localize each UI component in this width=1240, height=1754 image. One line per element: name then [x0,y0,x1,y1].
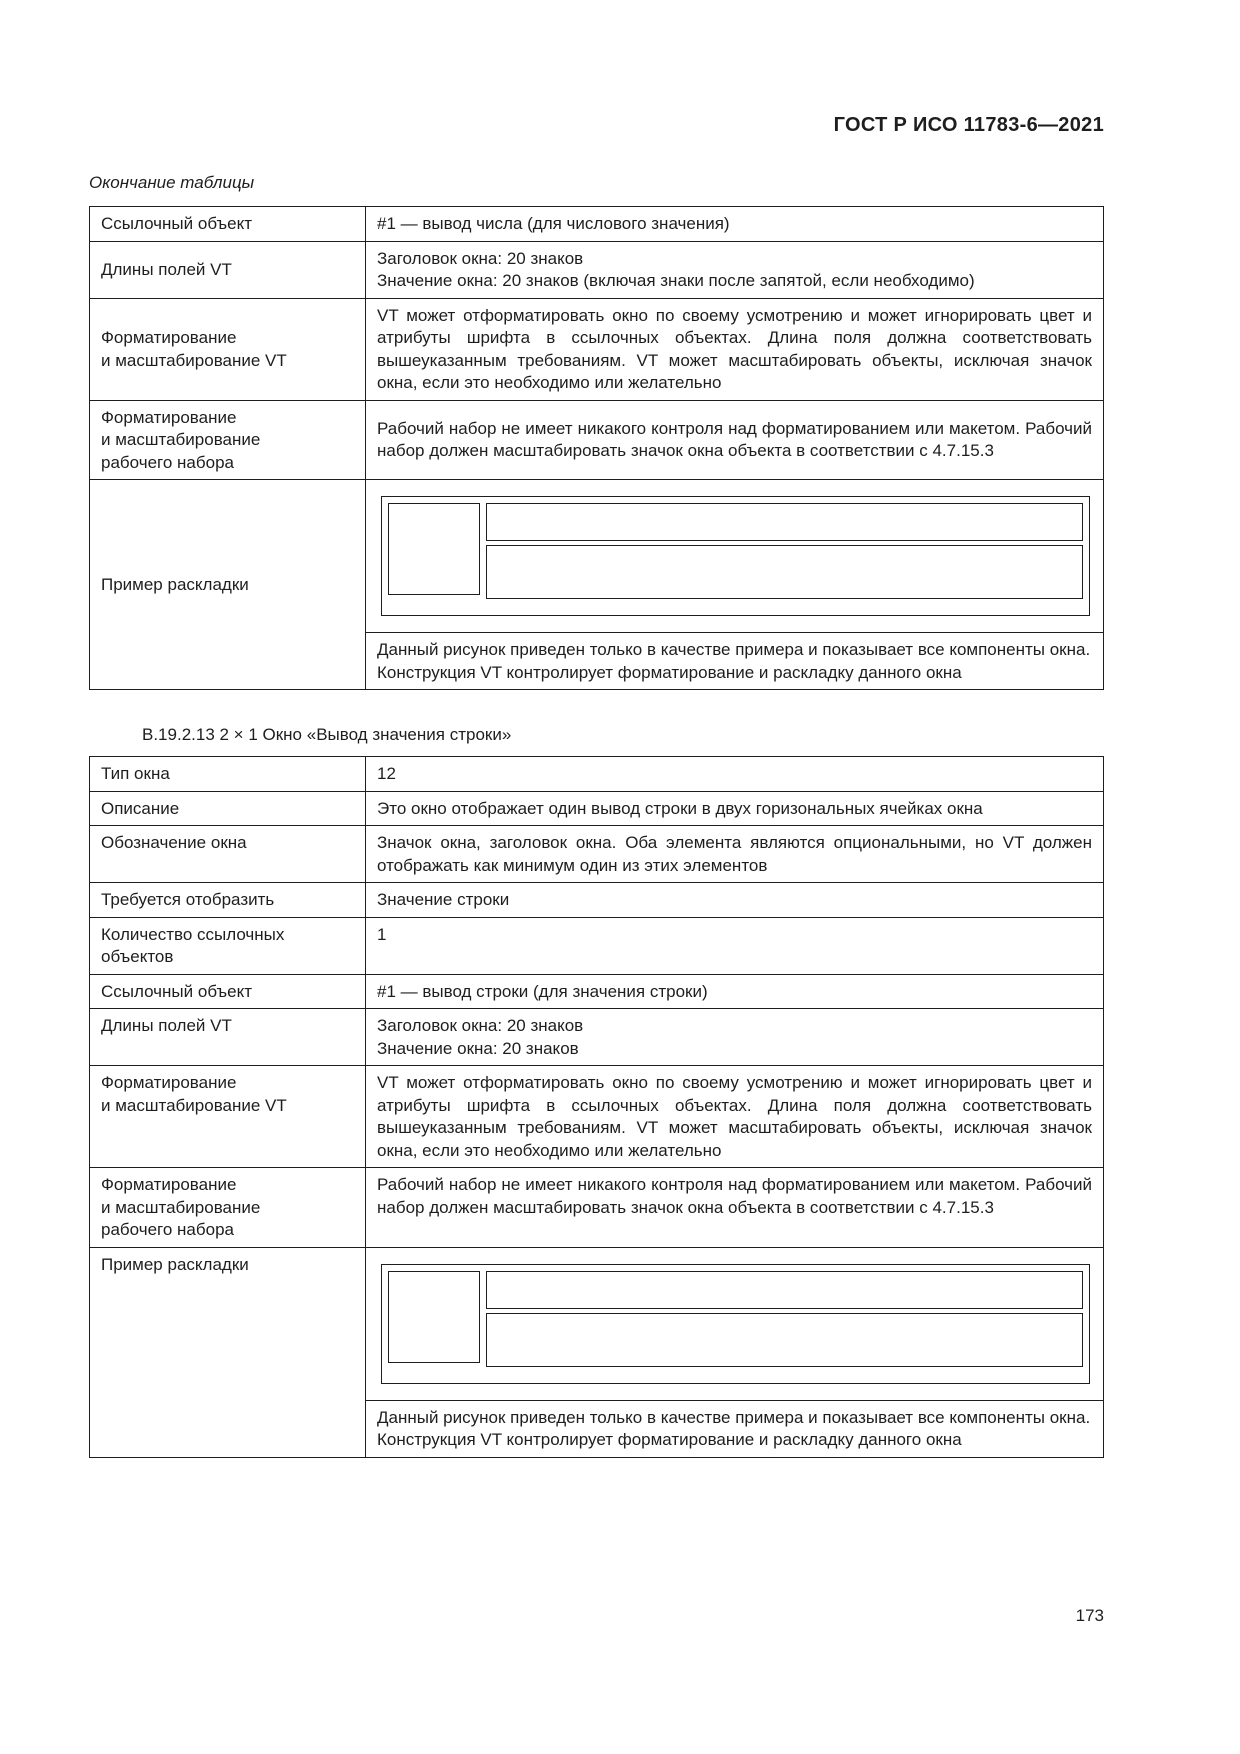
row-label-line: рабочего набора [101,1220,234,1239]
table-row [90,883,1104,918]
layout-example-note: Данный рисунок приведен только в качестве примера и показывает все компоненты окна. Конструкция VT контролирует форматирование и раскладку данного окна [366,633,1104,690]
row-label: Тип окна [90,757,366,792]
row-label: Пример раскладки [90,1247,366,1457]
section-title: B.19.2.13 2 × 1 Окно «Вывод значения строки» [142,725,512,744]
row-value [366,241,1104,298]
row-value: #1 — вывод числа (для числового значения) [366,207,1104,242]
row-value: Это окно отображает один вывод строки в двух горизональных ячейках окна [366,791,1104,826]
row-label-line: Количество ссылочных [101,924,285,944]
row-value: Рабочий набор не имеет никакого контроля над форматированием или макетом. Рабочий набор должен масштабировать значок окна объекта в соответствии с 4.7.15.3 [366,1168,1104,1248]
row-label-line: Форматирование [101,1073,237,1092]
row-value-line: Заголовок окна: 20 знаков [377,248,584,268]
row-label: Описание [90,791,366,826]
table-row [90,826,1104,883]
row-label: Длины полей VT [90,241,366,298]
row-value: 12 [366,757,1104,792]
page-number: 173 [1075,1606,1104,1625]
layout-window-frame [381,1264,1090,1384]
row-label [90,1066,366,1168]
row-value: VT может отформатировать окно по своему усмотрению и может игнорировать цвет и атрибуты шрифта в ссылочных объектах. Длина поля должна соответствовать вышеуказанным требованиям. VT может масштабировать объекты, исключая значок окна, если это необходимо или желательно [366,298,1104,400]
row-label: Ссылочный объект [90,207,366,242]
row-label [90,298,366,400]
row-label [90,917,366,974]
table-row [90,1066,1104,1168]
document-header-standard: ГОСТ Р ИСО 11783-6—2021 [833,114,1104,136]
layout-value-cell [486,1313,1083,1367]
table-row [90,1009,1104,1066]
row-label [90,400,366,480]
row-label-line: и масштабирование VT [101,350,287,370]
table-row [90,400,1104,480]
row-value-line: Заголовок окна: 20 знаков [377,1016,584,1035]
table-row [90,974,1104,1009]
table-row [90,241,1104,298]
row-label: Длины полей VT [90,1009,366,1066]
row-value: Рабочий набор не имеет никакого контроля над форматированием или макетом. Рабочий набор должен масштабировать значок окна объекта в соответствии с 4.7.15.3 [366,400,1104,480]
row-value [366,1009,1104,1066]
row-value-line: Значение окна: 20 знаков (включая знаки после запятой, если необходимо) [377,271,975,290]
row-label: Обозначение окна [90,826,366,883]
row-label: Требуется отобразить [90,883,366,918]
table-row [90,1168,1104,1248]
row-label-line: Форматирование [101,328,237,347]
row-label-line: и масштабирование [101,430,261,449]
layout-value-cell [486,545,1083,599]
table-row [90,917,1104,974]
table-row [90,757,1104,792]
row-value: Значение строки [366,883,1104,918]
window-spec-table-continued [89,206,1104,690]
row-value: 1 [366,917,1104,974]
row-label-line: Форматирование [101,407,237,427]
table-continuation-caption: Окончание таблицы [89,173,255,192]
layout-title-cell [486,1271,1083,1309]
row-label: Пример раскладки [90,480,366,690]
layout-title-cell [486,503,1083,541]
table-row [90,1247,1104,1400]
layout-example-drawing [366,1247,1104,1400]
row-label-line: и масштабирование [101,1197,261,1217]
row-value: Значок окна, заголовок окна. Оба элемента являются опциональными, но VT должен отображать как минимум один из этих элементов [366,826,1104,883]
row-value: #1 — вывод строки (для значения строки) [366,974,1104,1009]
row-label-line: объектов [101,947,174,966]
row-label-line: Форматирование [101,1175,237,1194]
layout-example-note: Данный рисунок приведен только в качестве примера и показывает все компоненты окна. Конструкция VT контролирует форматирование и раскладку данного окна [366,1400,1104,1457]
window-spec-table [89,756,1104,1458]
row-value: VT может отформатировать окно по своему усмотрению и может игнорировать цвет и атрибуты шрифта в ссылочных объектах. Длина поля должна соответствовать вышеуказанным требованиям. VT может масштабировать объекты, исключая значок окна, если это необходимо или желательно [366,1066,1104,1168]
table-row [90,791,1104,826]
row-label: Ссылочный объект [90,974,366,1009]
row-label-line: и масштабирование VT [101,1095,287,1115]
row-label [90,1168,366,1248]
table-row [90,207,1104,242]
layout-icon-cell [388,1271,480,1363]
layout-window-frame [381,496,1090,616]
row-label-line: рабочего набора [101,452,234,472]
table-row [90,480,1104,633]
row-value-line: Значение окна: 20 знаков [377,1038,579,1058]
layout-icon-cell [388,503,480,595]
layout-example-drawing [366,480,1104,633]
table-row [90,298,1104,400]
